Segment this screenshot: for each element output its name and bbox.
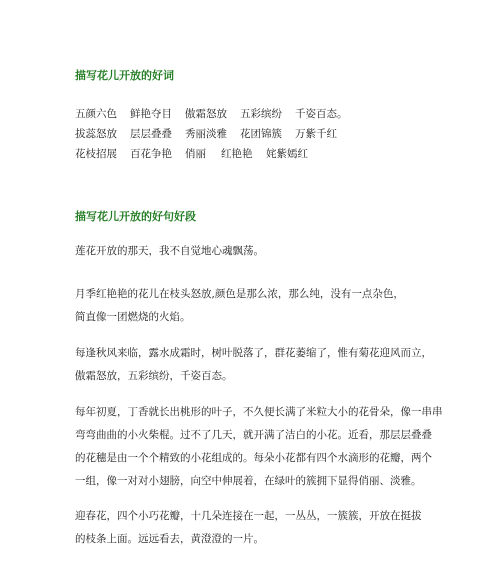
paragraph-line: 的花穗是由一个个精致的小花组成的。每朵小花都有四个水滴形的花瓣，两个 — [75, 452, 432, 464]
word-row — [75, 107, 348, 121]
word-item: 红艳艳 — [221, 148, 253, 160]
paragraph-line: 简直像一团燃烧的火焰。 — [75, 311, 191, 323]
word-item: 五彩缤纷 — [240, 108, 282, 120]
paragraph-lilac — [75, 401, 443, 493]
word-item: 傲霜怒放 — [185, 108, 227, 120]
paragraph-line: 一组，像一对对小翅膀，向空中伸展着，在绿叶的簇拥下显得俏丽、淡雅。 — [75, 475, 422, 487]
word-item: 俏丽 — [185, 148, 206, 160]
word-item: 花团锦簇 — [240, 128, 282, 140]
word-item: 秀丽淡雅 — [185, 128, 227, 140]
paragraph-line: 的枝条上面。远远看去，黄澄澄的一片。 — [75, 533, 264, 545]
paragraph-line: 迎春花，四个小巧花瓣，十几朵连接在一起，一丛丛，一簇簇，开放在挺拔 — [75, 510, 422, 522]
paragraph-chrysanthemum — [75, 342, 432, 388]
paragraph-line: 每逢秋风来临，露水成霜时，树叶脱落了，群花萎缩了，惟有菊花迎风而立， — [75, 347, 432, 359]
paragraph-line: 每年初夏，丁香就长出桃形的叶子，不久便长满了米粒大小的花骨朵，像一串串 — [75, 406, 443, 418]
paragraph-line: 弯弯曲曲的小火柴棍。过不了几天，就开满了洁白的小花。近看，那层层叠叠 — [75, 429, 432, 441]
paragraph-line: 傲霜怒放，五彩缤纷，千姿百态。 — [75, 370, 233, 382]
word-item: 鲜艳夺目 — [130, 108, 172, 120]
paragraph-lotus — [75, 240, 415, 263]
word-item: 百花争艳 — [130, 148, 172, 160]
paragraph-rose — [75, 283, 415, 329]
word-item: 千姿百态。 — [295, 108, 348, 120]
word-item: 层层叠叠 — [130, 128, 172, 140]
word-item: 花枝招展 — [75, 148, 117, 160]
word-item: 姹紫嫣红 — [266, 148, 308, 160]
paragraph-line: 莲花开放的那天，我不自觉地心魂飘荡。 — [75, 245, 264, 257]
section-title-good-sentences: 描写花儿开放的好句好段 — [75, 210, 196, 223]
paragraph-line: 月季红艳艳的花儿在枝头怒放,颜色是那么浓，那么纯，没有一点杂色， — [75, 288, 404, 300]
paragraph-winter-jasmine — [75, 505, 422, 551]
word-item: 万紫千红 — [295, 128, 337, 140]
word-item: 拔蕊怒放 — [75, 128, 117, 140]
section-title-good-words: 描写花儿开放的好词 — [75, 69, 174, 82]
word-row — [75, 147, 308, 161]
word-row — [75, 127, 337, 141]
word-item: 五颜六色 — [75, 108, 117, 120]
